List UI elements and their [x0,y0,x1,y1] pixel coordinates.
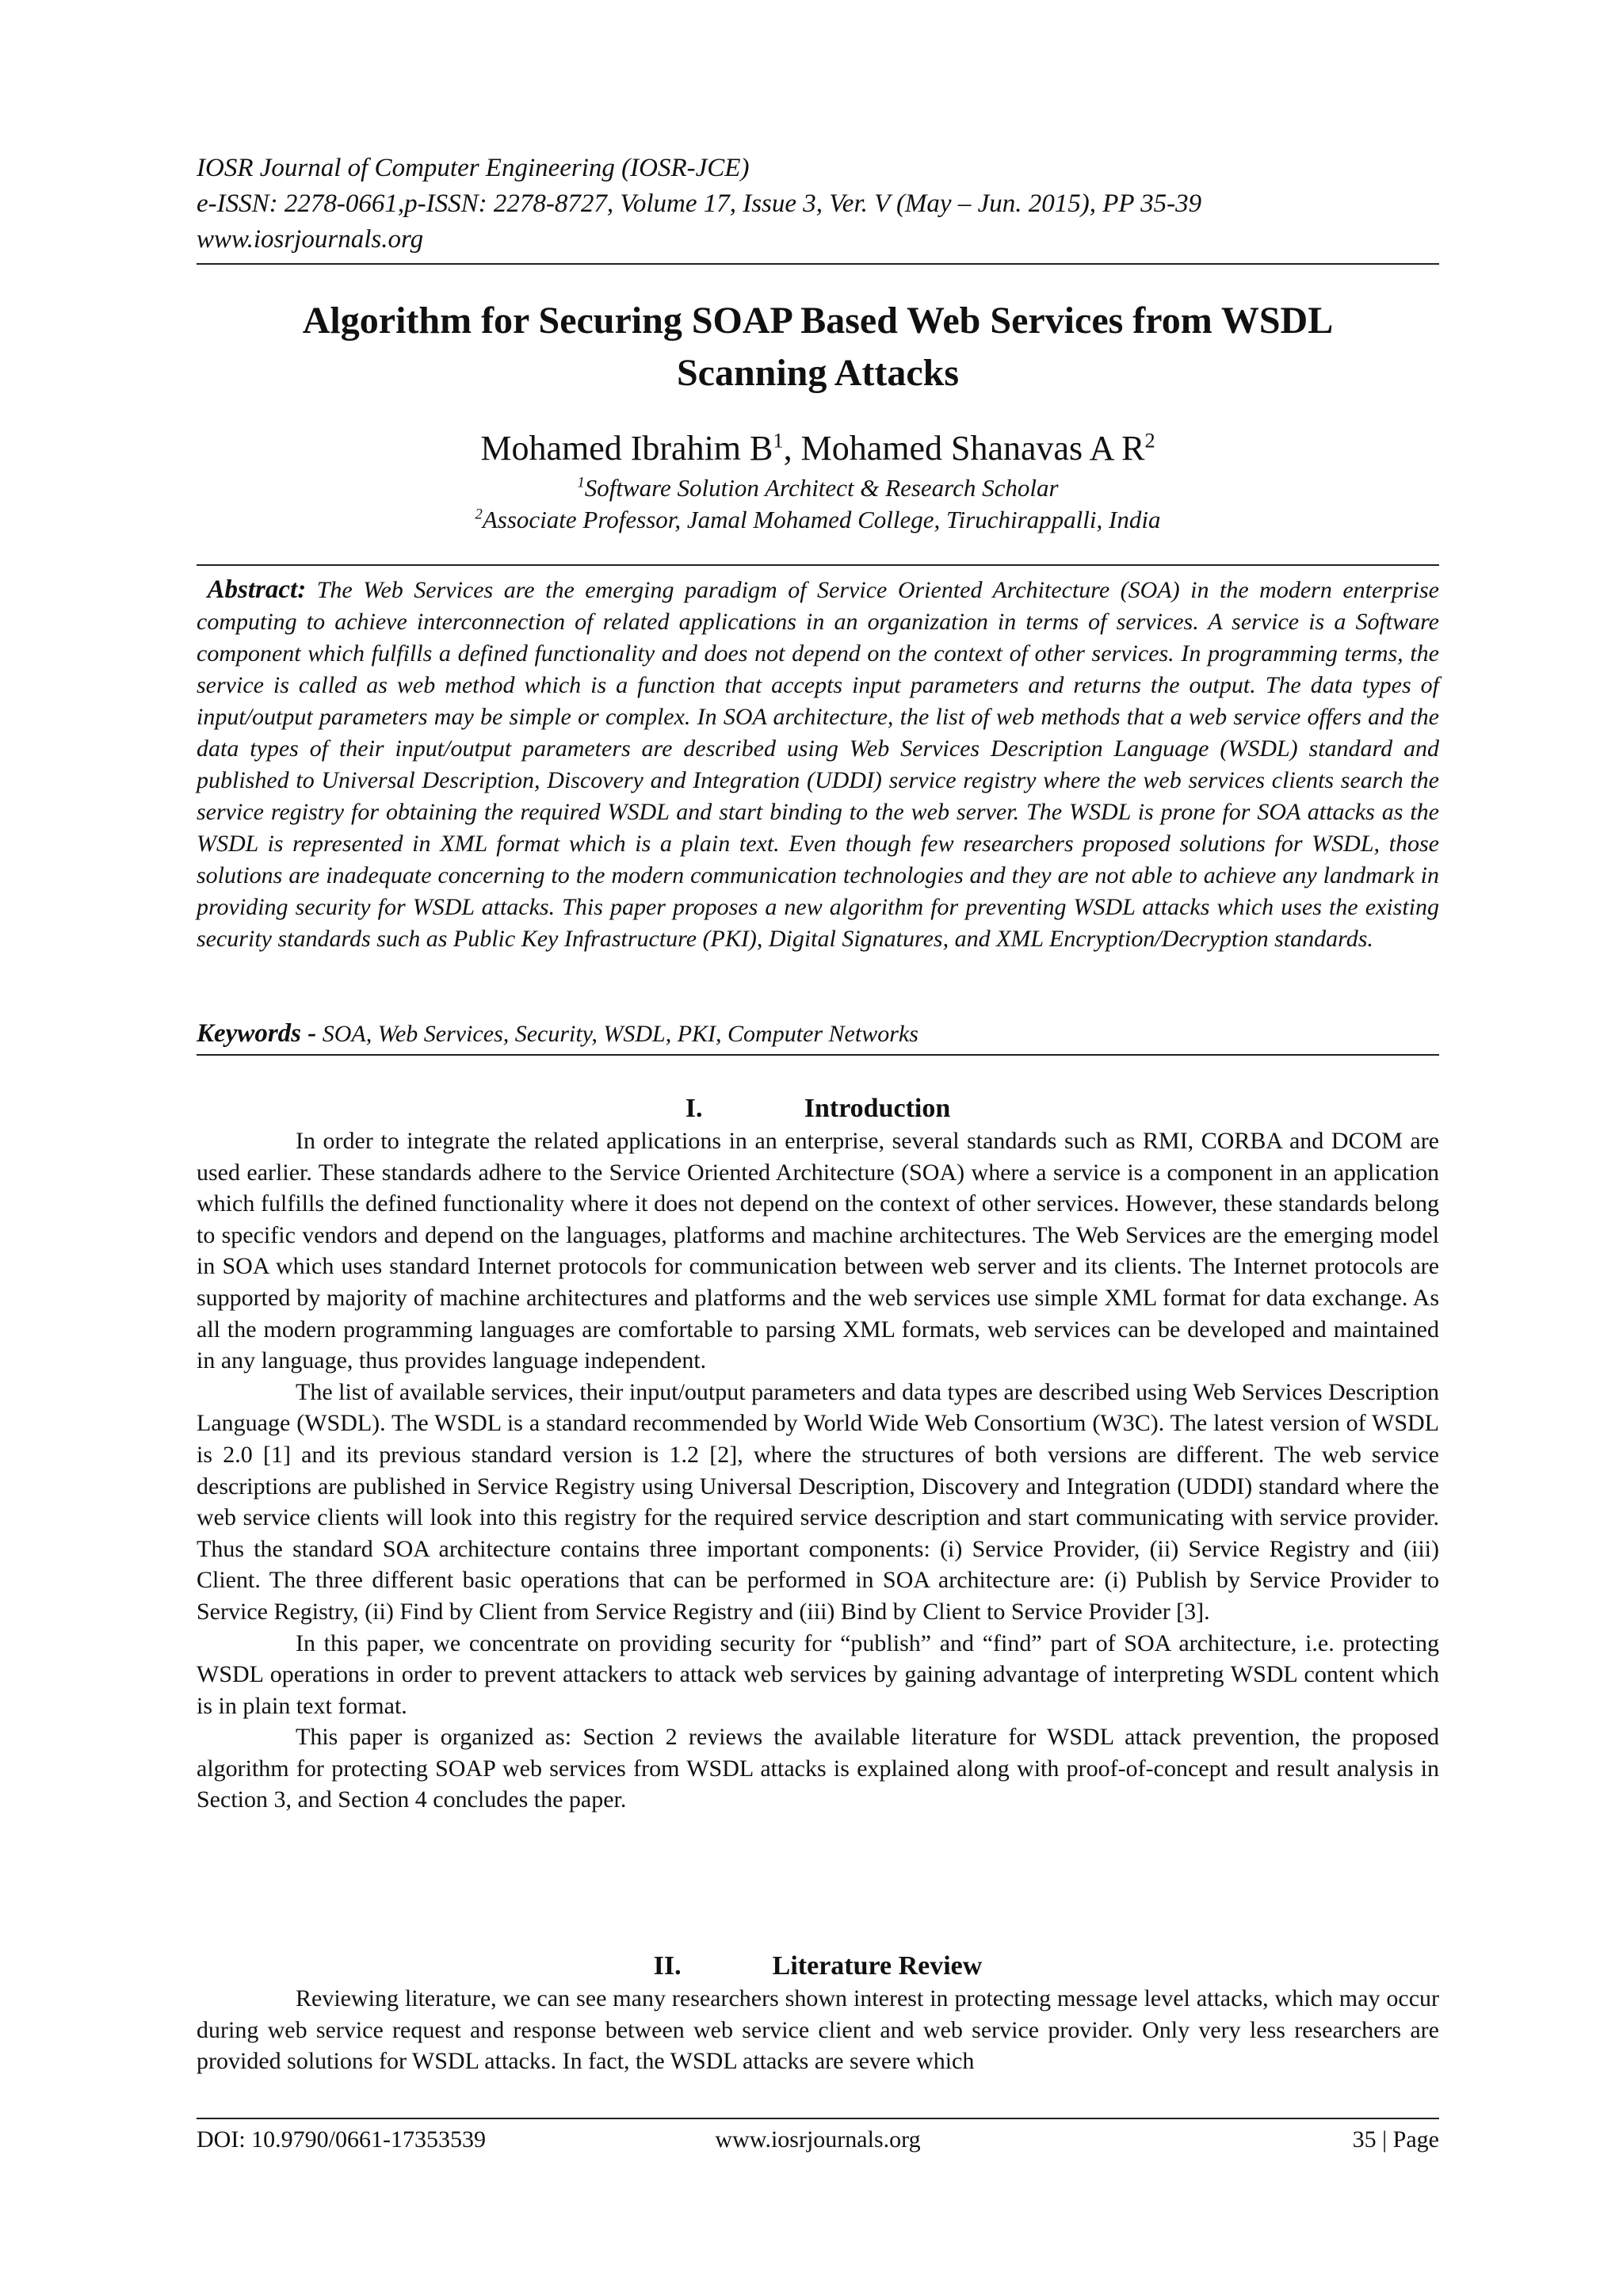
section-2-number: II. [653,1951,682,1981]
keywords-label: Keywords - [197,1019,317,1048]
section-1-number: I. [685,1094,703,1123]
footer-doi: DOI: 10.9790/0661-17353539 [197,2126,486,2153]
paragraph: This paper is organized as: Section 2 reviews the available literature for WSDL attack prevention, the proposed algorithm for protecting SOAP web services from WSDL attacks is explained along with proof-of-concept and result analysis in Section 3, and Section 4 concludes the paper. [197,1724,1439,1813]
abstract-label: Abstract: [207,575,307,604]
keywords [197,1018,1439,1050]
journal-website: www.iosrjournals.org [197,225,424,254]
keywords-text: SOA, Web Services, Security, WSDL, PKI, Computer Networks [322,1021,918,1047]
abstract-text: The Web Services are the emerging paradigm of Service Oriented Architecture (SOA) in the modern enterprise computing to achieve interconnection of related applications in an organization in terms of services. A service is a Software component which fulfills a defined functionality and does not depend on the context of other services. In programming terms, the service is called as web method which is a function that accepts input parameters and returns the output. The data types of input/output parameters may be simple or complex. In SOA architecture, the list of web methods that a web service offers and the data types of their input/output parameters are described using Web Services Description Language (WSDL) standard and published to Universal Description, Discovery and Integration (UDDI) service registry where the web services clients search the service registry for obtaining the required WSDL and start binding to the web server. The WSDL is prone for SOA attacks as the WSDL is represented in XML format which is a plain text. Even though few researchers proposed solutions for WSDL, those solutions are inadequate concerning to the modern communication technologies and they are not able to achieve any landmark in providing security for WSDL attacks. This paper proposes a new algorithm for preventing WSDL attacks which uses the existing security standards such as Public Key Infrastructure (PKI), Digital Signatures, and XML Encryption/Decryption standards. [197,577,1439,952]
paragraph: In this paper, we concentrate on providing security for “publish” and “find” part of SOA architecture, i.e. protecting WSDL operations in order to prevent attackers to attack web services by gaining advantage of interpreting WSDL content which is in plain text format. [197,1629,1439,1719]
abstract [197,574,1439,955]
paragraph: In order to integrate the related applications in an enterprise, several standards such as RMI, CORBA and DCOM are used earlier. These standards adhere to the Service Oriented Architecture (SOA) where a service is a component in an application which fulfills the defined functionality where it does not depend on the context of other services. However, these standards belong to specific vendors and depend on the languages, platforms and machine architectures. The Web Services are the emerging model in SOA which uses standard Internet protocols for communication between web server and its clients. The Internet protocols are supported by majority of machine architectures and platforms and the web services use simple XML format for data exchange. As all the modern programming languages are comfortable to parsing XML formats, web services can be developed and maintained in any language, thus provides language independent. [197,1128,1439,1374]
author-2: Mohamed Shanavas A R [800,429,1145,468]
header-divider [197,263,1439,265]
title-line-2: Scanning Attacks [676,352,960,394]
footer-divider [197,2118,1439,2119]
affiliation-2 [197,504,1439,536]
affiliation-1 [197,472,1439,504]
author-1-marker: 1 [773,428,784,453]
author-1: Mohamed Ibrahim B [480,429,773,468]
title-line-1: Algorithm for Securing SOAP Based Web Services from WSDL [302,300,1334,342]
journal-header [197,151,1439,258]
issn-line: e-ISSN: 2278-0661,p-ISSN: 2278-8727, Volume 17, Issue 3, Ver. V (May – Jun. 2015), PP 35-39 [197,189,1202,218]
paper-title [197,295,1439,399]
author-list [197,426,1439,471]
section-2-heading [197,1950,1439,1983]
journal-name: IOSR Journal of Computer Engineering (IOSR-JCE) [197,154,750,182]
abstract-bottom-rule [197,1054,1439,1056]
paragraph: The list of available services, their input/output parameters and data types are described using Web Services Description Language (WSDL). The WSDL is a standard recommended by World Wide Web Consortium (W3C). The latest version of WSDL is 2.0 [1] and its previous standard version is 1.2 [2], where the structures of both versions are different. The web service descriptions are published in Service Registry using Universal Description, Discovery and Integration (UDDI) standard where the web service clients will look into this registry for the required service description and start communicating with service provider. Thus the standard SOA architecture contains three important components: (i) Service Provider, (ii) Service Registry and (iii) Client. The three different basic operations that can be performed in SOA architecture are: (i) Publish by Service Provider to Service Registry, (ii) Find by Client from Service Registry and (iii) Bind by Client to Service Provider [3]. [197,1378,1439,1625]
section-1-title: Introduction [804,1094,951,1123]
section-1-body [197,1125,1439,1816]
abstract-top-rule [197,564,1439,566]
affiliation-1-marker: 1 [577,474,585,491]
author-2-marker: 2 [1144,428,1155,453]
author-separator: , [783,429,801,468]
section-2-body [197,1983,1439,2077]
section-2-title: Literature Review [772,1951,983,1981]
page-number: 35 | Page [1352,2126,1439,2153]
affiliation-1-text: Software Solution Architect & Research Scholar [584,474,1059,502]
footer-website: www.iosrjournals.org [715,2126,921,2153]
paragraph: Reviewing literature, we can see many researchers shown interest in protecting message level attacks, which may occur during web service request and response between web service client and web service provider. Only very less researchers are provided solutions for WSDL attacks. In fact, the WSDL attacks are severe which [197,1985,1439,2075]
section-1-heading [197,1092,1439,1125]
affiliation-2-marker: 2 [475,506,483,523]
affiliation-2-text: Associate Professor, Jamal Mohamed College, Tiruchirappalli, India [482,506,1161,533]
